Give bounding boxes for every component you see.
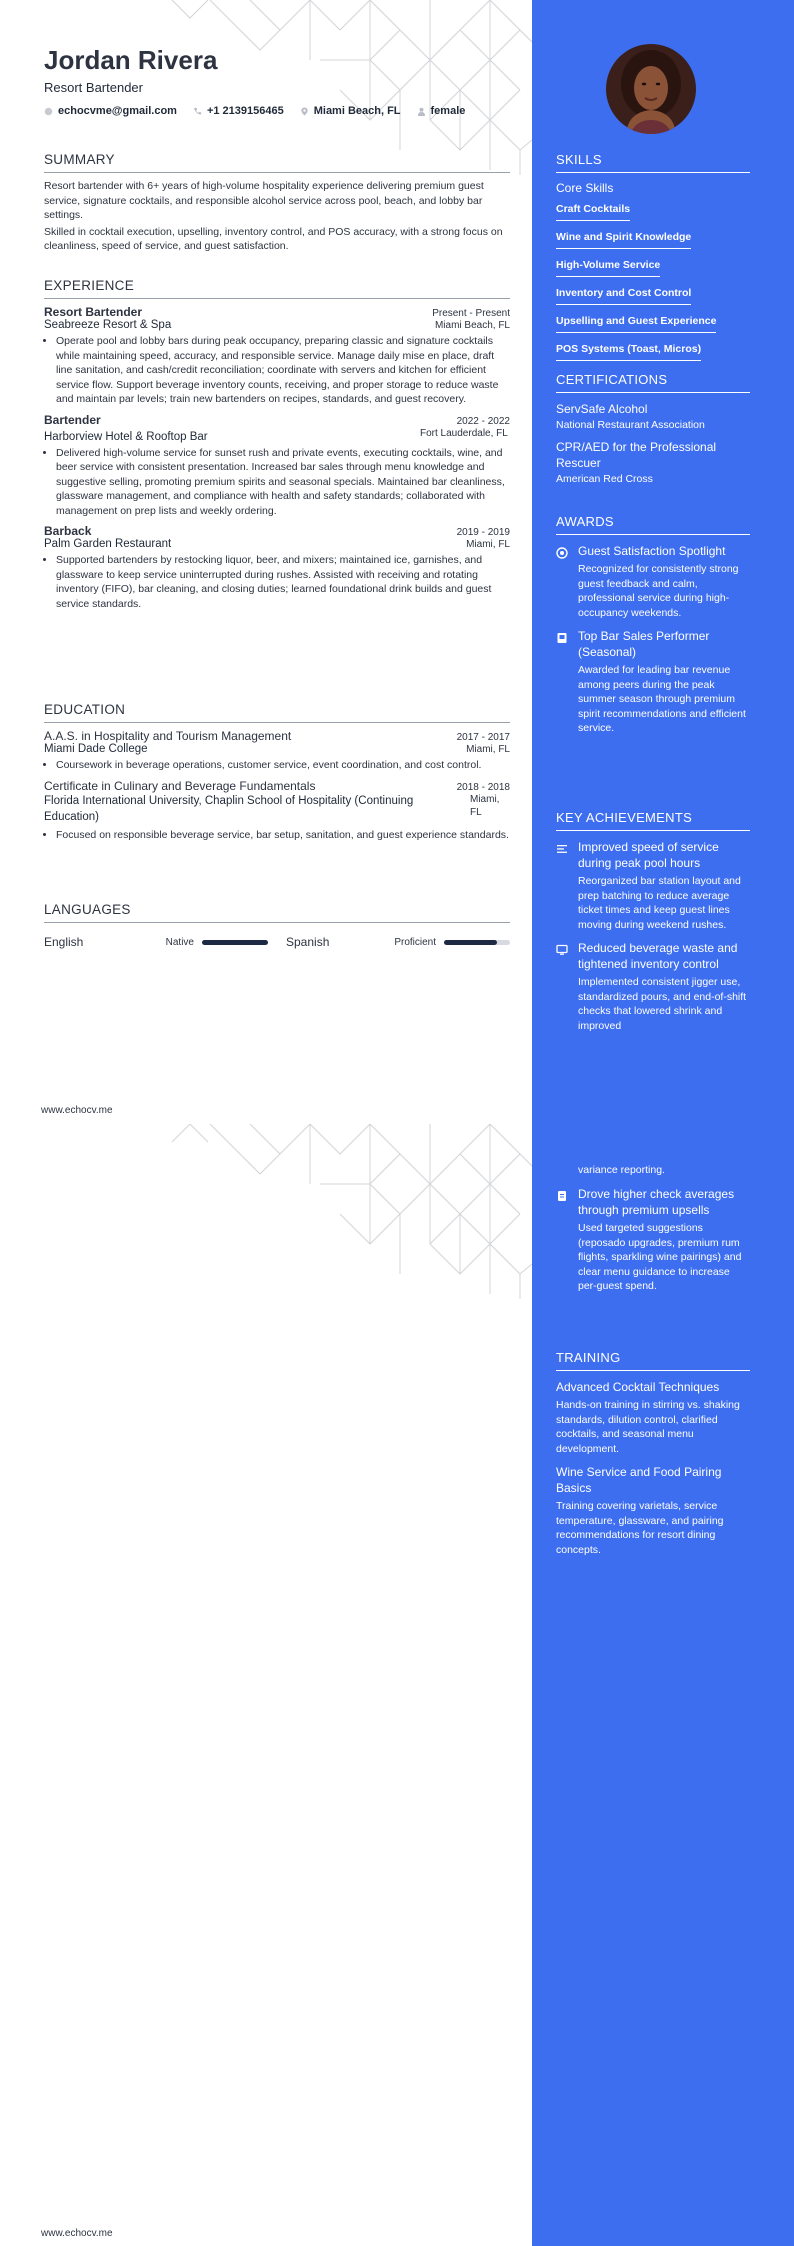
page2-pattern: [170, 1124, 532, 1304]
certifications-title: CERTIFICATIONS: [556, 372, 750, 393]
achievement-item: [556, 1186, 750, 1294]
achievement-title: Reduced beverage waste and tightened inventory control: [578, 941, 738, 971]
awards-section: [556, 514, 750, 744]
summary-section: [44, 152, 510, 256]
education-section: [44, 702, 510, 848]
training-title-item: Advanced Cocktail Techniques: [556, 1380, 720, 1394]
language-level: Proficient: [394, 936, 436, 948]
achievement-description: Implemented consistent jigger use, standardized pours, and end-of-shift checks that lowered shrink and improved: [578, 976, 747, 1032]
school-name: Florida International University, Chaplin School of Hospitality (Continuing Education): [44, 794, 414, 823]
experience-section: [44, 278, 510, 617]
job-bullet: • Operate pool and lobby bars during peak occupancy, preparing classic and signature cocktails while maintaining speed, accuracy, and responsible service. Manage daily mise en place, draft line sanitation, and cash/credit reconciliation; coordinate with servers and kitchen for efficient service flow. Support beverage inventory counts, receiving, and proper storage to reduce waste and maintain par levels; train new bartenders on recipes, standards, and guest recovery.: [56, 334, 510, 407]
skill-item: High-Volume Service: [556, 259, 660, 277]
job-location: Fort Lauderdale, FL: [420, 427, 508, 439]
job-title: Barback: [44, 524, 92, 538]
job-company: Harborview Hotel & Rooftop Bar: [44, 430, 208, 443]
education-entry: [44, 779, 510, 843]
education-bullet: • Focused on responsible beverage service, bar setup, sanitation, and guest experience standards.: [56, 828, 510, 843]
job-entry: [44, 413, 510, 519]
spacer-icon: [556, 1166, 568, 1178]
languages-section: [44, 902, 510, 949]
job-dates: 2019 - 2019: [456, 527, 510, 538]
skill-item: Upselling and Guest Experience: [556, 315, 716, 333]
candidate-name: Jordan Rivera: [44, 45, 218, 75]
education-entry: [44, 729, 510, 773]
achievements-title: KEY ACHIEVEMENTS: [556, 810, 750, 831]
languages-title: LANGUAGES: [44, 902, 510, 923]
language-level: Native: [165, 936, 194, 948]
email-text: echocvme@gmail.com: [58, 105, 177, 117]
skills-heading: Core Skills: [556, 181, 614, 195]
experience-title: EXPERIENCE: [44, 278, 510, 299]
gender-text: female: [430, 105, 466, 117]
school-location: Miami, FL: [470, 793, 500, 818]
school-location: Miami, FL: [466, 744, 510, 755]
language-bar-fill: [444, 940, 497, 945]
training-description: Hands-on training in stirring vs. shaking standards, dilution control, clarified cocktails, and seasonal menu development.: [556, 1399, 740, 1455]
candidate-role: Resort Bartender: [44, 80, 143, 95]
award-item: [556, 543, 750, 620]
job-title: Bartender: [44, 412, 101, 427]
education-bullet: • Coursework in beverage operations, customer service, event coordination, and cost control.: [56, 758, 510, 773]
skill-item: POS Systems (Toast, Micros): [556, 343, 701, 361]
awards-title: AWARDS: [556, 514, 750, 535]
certification-org: American Red Cross: [556, 473, 653, 485]
certification-name: ServSafe Alcohol: [556, 402, 648, 416]
achievement-item: [556, 940, 750, 1033]
education-title: EDUCATION: [44, 702, 510, 723]
summary-paragraph: Skilled in cocktail execution, upselling, inventory control, and POS accuracy, with a strong focus on cleanliness, speed of service, and guest satisfaction.: [44, 225, 503, 252]
education-dates: 2018 - 2018: [456, 781, 510, 793]
job-company: Seabreeze Resort & Spa: [44, 319, 172, 331]
resume-header: [44, 44, 514, 117]
skills-section: [556, 152, 750, 367]
phone-text: +1 2139156465: [206, 105, 284, 117]
language-name: English: [44, 935, 84, 949]
achievement-item-continued: [556, 1163, 750, 1178]
contact-gender: [417, 105, 466, 117]
job-entry: [44, 524, 510, 611]
contact-email[interactable]: [44, 105, 177, 117]
achievement-item: [556, 839, 750, 932]
language-item: [44, 935, 268, 949]
at-icon: [44, 107, 53, 116]
award-title: Guest Satisfaction Spotlight: [578, 544, 726, 558]
medal-icon: [556, 546, 568, 558]
clipboard-icon: [556, 1189, 568, 1201]
job-entry: [44, 305, 510, 407]
achievement-title: Improved speed of service during peak pool hours: [578, 840, 719, 870]
footer-url[interactable]: www.echocv.me: [41, 2228, 113, 2239]
lines-icon: [556, 842, 568, 854]
contact-location: [300, 105, 401, 117]
certification-org: National Restaurant Association: [556, 419, 705, 431]
training-title: TRAINING: [556, 1350, 750, 1371]
language-item: [286, 935, 510, 949]
profile-photo: [606, 44, 696, 134]
skill-item: Wine and Spirit Knowledge: [556, 231, 691, 249]
language-bar-fill: [202, 940, 268, 945]
degree-title: A.A.S. in Hospitality and Tourism Management: [44, 729, 292, 743]
language-bar: [444, 940, 510, 945]
phone-icon: [193, 107, 202, 116]
language-bar: [202, 940, 268, 945]
job-dates: 2022 - 2022: [456, 415, 510, 427]
skills-title: SKILLS: [556, 152, 750, 173]
person-icon: [417, 107, 426, 116]
job-location: Miami, FL: [466, 539, 510, 550]
achievement-title: Drove higher check averages through premium upsells: [578, 1187, 735, 1217]
job-location: Miami Beach, FL: [434, 320, 510, 331]
footer-url[interactable]: www.echocv.me: [41, 1105, 113, 1116]
school-name: Miami Dade College: [44, 743, 148, 755]
award-description: Awarded for leading bar revenue among peers during the peak summer season through premium spirit recommendations and efficient service.: [578, 664, 746, 734]
location-pin-icon: [300, 107, 309, 116]
skill-item: Inventory and Cost Control: [556, 287, 691, 305]
education-dates: 2017 - 2017: [456, 732, 510, 743]
monitor-icon: [556, 943, 568, 955]
job-dates: Present - Present: [432, 308, 510, 319]
job-company: Palm Garden Restaurant: [44, 538, 172, 550]
achievement-description: variance reporting.: [578, 1164, 665, 1176]
skill-list: [556, 199, 750, 367]
contact-phone[interactable]: [193, 105, 284, 117]
training-section: [556, 1350, 750, 1565]
achievements-section: [556, 810, 750, 1041]
achievements-continued: [556, 1163, 750, 1302]
skill-item: Craft Cocktails: [556, 203, 630, 221]
training-title-item: Wine Service and Food Pairing Basics: [556, 1465, 722, 1495]
training-description: Training covering varietals, service temperature, glassware, and pairing recommendations for resort dining concepts.: [556, 1500, 724, 1556]
certification-name: CPR/AED for the Professional Rescuer: [556, 440, 717, 470]
achievement-description: Used targeted suggestions (reposado upgrades, premium rum flights, sparkling wine pairings) and clear menu guidance to increase per-guest spend.: [578, 1222, 742, 1292]
contact-row: [44, 105, 514, 117]
award-description: Recognized for consistently strong guest feedback and calm, professional service during high-occupancy weekends.: [578, 563, 739, 619]
job-title: Resort Bartender: [44, 305, 143, 319]
award-item: [556, 628, 750, 736]
award-title: Top Bar Sales Performer (Seasonal): [578, 629, 710, 659]
certifications-section: [556, 372, 750, 493]
summary-title: SUMMARY: [44, 152, 510, 173]
location-text: Miami Beach, FL: [313, 105, 401, 117]
job-bullet: • Supported bartenders by restocking liquor, beer, and mixers; maintained ice, garnishes, and glassware to keep service uninterrupted during rushes. Assisted with receiving and rotating inventory (FIFO), bar cleaning, and closing duties; learned foundational drink builds and guest service standards.: [56, 553, 510, 611]
degree-title: Certificate in Culinary and Beverage Fundamentals: [44, 778, 316, 793]
book-icon: [556, 631, 568, 643]
language-name: Spanish: [286, 935, 330, 949]
job-bullet: • Delivered high-volume service for sunset rush and private events, executing cocktails, wine, and beer service with consistent presentation. Increased bar sales through menu knowledge and suggestive selling, promoting premium spirits and seasonal specials. Maintained bar cleanliness, glassware management, and compliance with health and safety standards; collaborated with management on prep lists and weekly ordering.: [56, 446, 510, 519]
summary-paragraph: Resort bartender with 6+ years of high-volume hospitality experience delivering premium guest service, signature cocktails, and responsible alcohol service across pool, beach, and lobby bar settings.: [44, 180, 484, 221]
achievement-description: Reorganized bar station layout and prep batching to reduce average ticket times and keep guest lines moving during weekend rushes.: [578, 875, 741, 931]
